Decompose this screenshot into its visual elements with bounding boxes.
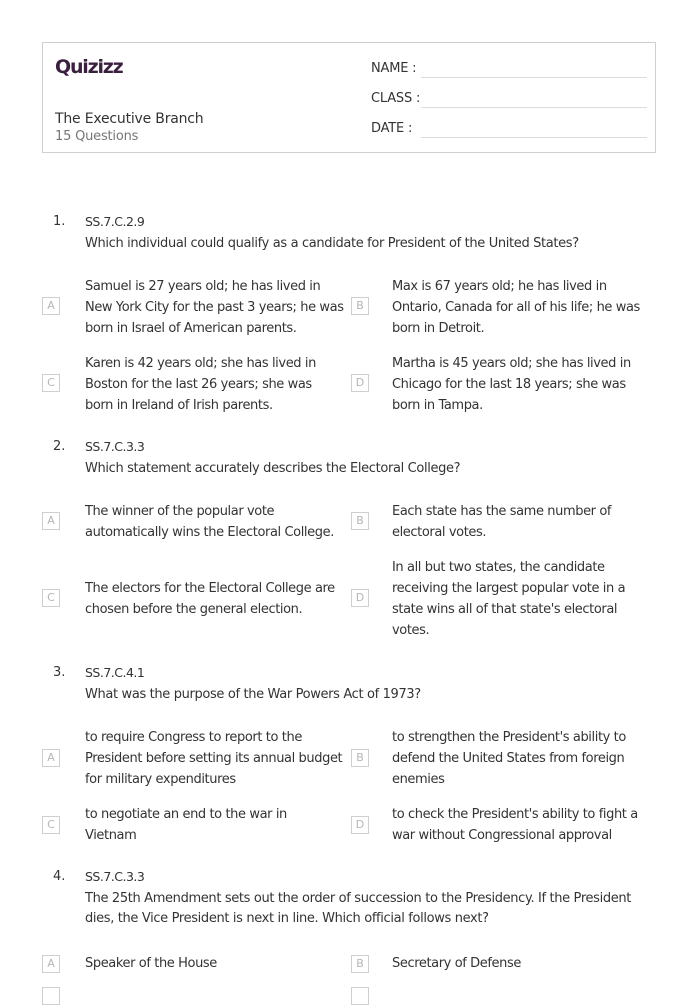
- option-letter-badge: C: [42, 816, 60, 834]
- worksheet-header: [42, 42, 656, 153]
- question-standard: SS.7.C.2.9: [85, 214, 145, 229]
- option-letter-badge: B: [351, 749, 369, 767]
- option-text: to check the President's ability to fight a war without Congressional approval: [392, 807, 638, 843]
- option-letter-badge: A: [42, 749, 60, 767]
- option-letter-badge: D: [351, 374, 369, 392]
- question-number: 3.: [53, 665, 66, 680]
- name-label: NAME :: [371, 61, 417, 76]
- question-standard: SS.7.C.3.3: [85, 439, 145, 454]
- option-letter-badge: B: [351, 297, 369, 315]
- option-letter-badge: C: [42, 589, 60, 607]
- option-letter-badge: B: [351, 955, 369, 973]
- option-text: Each state has the same number of electoral votes.: [392, 504, 612, 540]
- option-letter-badge: D: [351, 816, 369, 834]
- option-text: The electors for the Electoral College are chosen before the general election.: [85, 581, 335, 617]
- class-field: [371, 91, 647, 111]
- option-text: Samuel is 27 years old; he has lived in New York City for the past 3 years; he was born in Israel of American parents.: [85, 279, 344, 336]
- class-line[interactable]: [421, 107, 647, 108]
- question-text: What was the purpose of the War Powers Act of 1973?: [85, 687, 421, 702]
- question-text: Which individual could qualify as a candidate for President of the United States?: [85, 236, 579, 251]
- option-letter-badge: A: [42, 955, 60, 973]
- class-label: CLASS :: [371, 91, 421, 106]
- option-text: The winner of the popular vote automatically wins the Electoral College.: [85, 504, 334, 540]
- option-text: Secretary of Defense: [392, 956, 521, 971]
- option-letter-badge: A: [42, 297, 60, 315]
- worksheet-title: The Executive Branch: [55, 111, 204, 127]
- name-field: [371, 61, 647, 81]
- option-letter-badge: D: [351, 589, 369, 607]
- question-text: Which statement accurately describes the Electoral College?: [85, 461, 461, 476]
- question-standard: SS.7.C.4.1: [85, 665, 145, 680]
- svg-text:Quizizz: Quizizz: [55, 56, 123, 78]
- option-text: to negotiate an end to the war in Vietnam: [85, 807, 287, 843]
- question-number: 2.: [53, 439, 66, 454]
- option-text: In all but two states, the candidate receiving the largest popular vote in a state wins all of that state's electoral votes.: [392, 560, 626, 638]
- date-label: DATE :: [371, 121, 413, 136]
- option-text: to require Congress to report to the President before setting its annual budget for military expenditures: [85, 730, 343, 787]
- option-letter-badge: A: [42, 512, 60, 530]
- option-text: Karen is 42 years old; she has lived in Boston for the last 26 years; she was born in Ireland of Irish parents.: [85, 356, 316, 413]
- question-standard: SS.7.C.3.3: [85, 869, 145, 884]
- question-count: 15 Questions: [55, 129, 139, 144]
- option-text: to strengthen the President's ability to defend the United States from foreign enemies: [392, 730, 626, 787]
- option-letter-badge: B: [351, 512, 369, 530]
- option-text: Max is 67 years old; he has lived in Ontario, Canada for all of his life; he was born in Detroit.: [392, 279, 640, 336]
- option-letter-badge: C: [42, 374, 60, 392]
- question-number: 4.: [53, 869, 66, 884]
- question-text: The 25th Amendment sets out the order of succession to the Presidency. If the President dies, the Vice President is next in line. Which official follows next?: [85, 891, 632, 926]
- option-text: Martha is 45 years old; she has lived in Chicago for the last 18 years; she was born in Tampa.: [392, 356, 631, 413]
- date-line[interactable]: [421, 137, 647, 138]
- option-text: Speaker of the House: [85, 956, 217, 971]
- date-field: [371, 121, 647, 141]
- quizizz-logo: [55, 54, 135, 78]
- question-number: 1.: [53, 214, 66, 229]
- name-line[interactable]: [421, 77, 647, 78]
